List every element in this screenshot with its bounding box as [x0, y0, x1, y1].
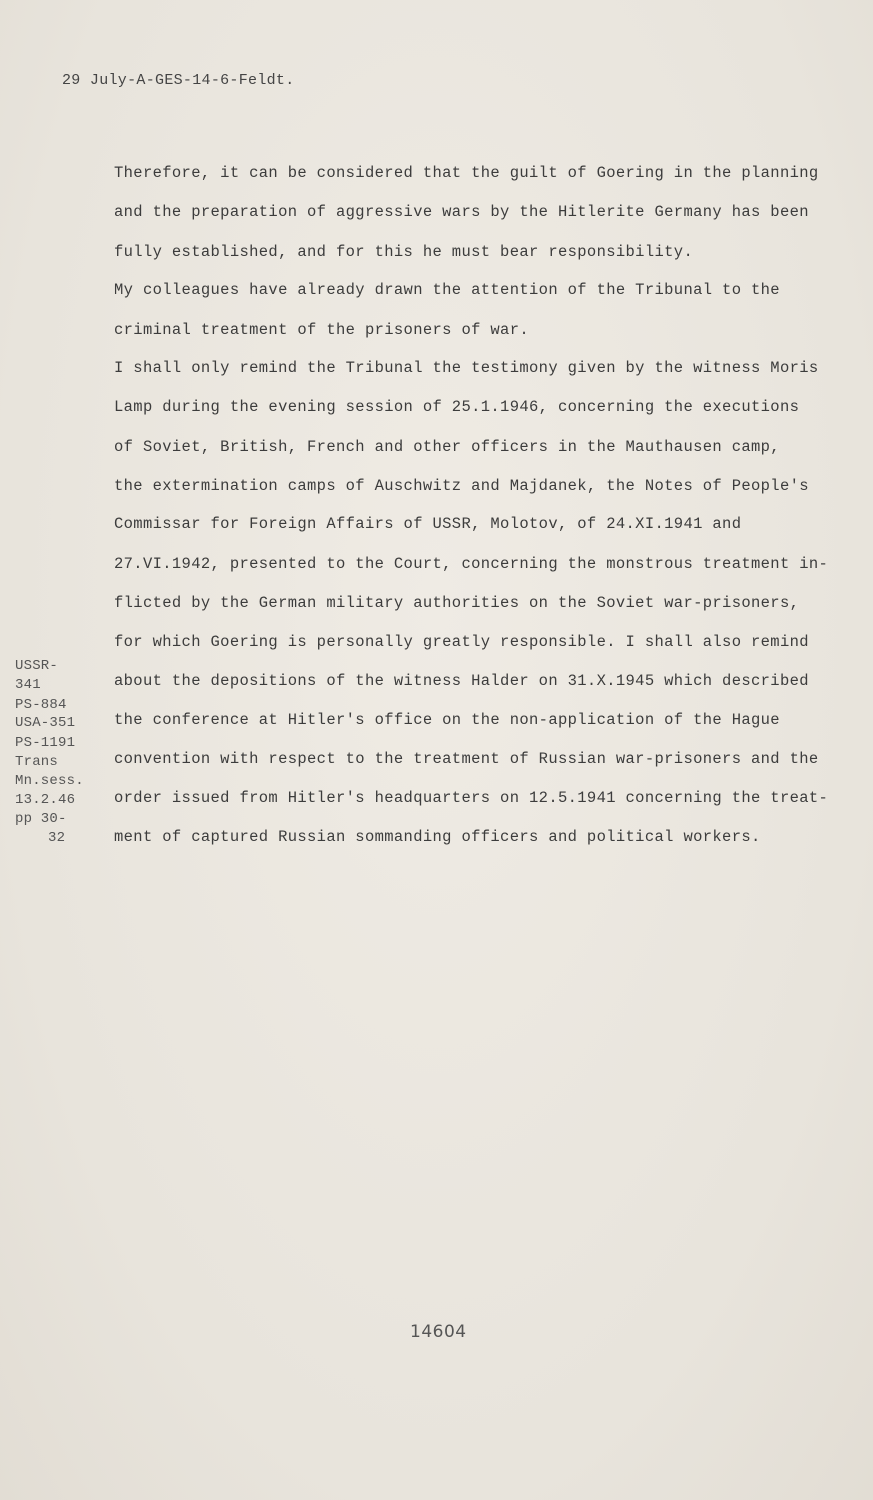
body-line: fully established, and for this he must bear responsibility. [114, 243, 694, 261]
body-line: 27.VI.1942, presented to the Court, concerning the monstrous treatment in- [114, 555, 829, 573]
body-line: of Soviet, British, French and other officers in the Mauthausen camp, [114, 438, 780, 456]
body-line: order issued from Hitler's headquarters on 12.5.1941 concerning the treat- [114, 789, 829, 807]
margin-note: USSR- [15, 658, 59, 674]
document-header: 29 July-A-GES-14-6-Feldt. [62, 72, 295, 89]
page-number: 14604 [410, 1322, 467, 1342]
margin-note: 32 [48, 830, 66, 846]
body-line: criminal treatment of the prisoners of war. [114, 321, 530, 339]
body-line: Therefore, it can be considered that the guilt of Goering in the planning [114, 164, 819, 182]
body-line: about the depositions of the witness Halder on 31.X.1945 which described [114, 672, 809, 690]
body-line: for which Goering is personally greatly responsible. I shall also remind [114, 633, 809, 651]
margin-note: 13.2.46 [15, 792, 76, 808]
margin-note: Trans [15, 754, 59, 770]
body-line: My colleagues have already drawn the attention of the Tribunal to the [114, 281, 780, 299]
margin-note: PS-884 [15, 697, 67, 713]
body-line: the conference at Hitler's office on the non-application of the Hague [114, 711, 780, 729]
body-line: and the preparation of aggressive wars by the Hitlerite Germany has been [114, 203, 809, 221]
body-line: flicted by the German military authorities on the Soviet war-prisoners, [114, 594, 800, 612]
margin-note: Mn.sess. [15, 773, 84, 789]
body-line: Commissar for Foreign Affairs of USSR, Molotov, of 24.XI.1941 and [114, 515, 742, 533]
body-line: convention with respect to the treatment of Russian war-prisoners and the [114, 750, 819, 768]
margin-note: pp 30- [15, 811, 67, 827]
body-line: Lamp during the evening session of 25.1.1946, concerning the executions [114, 398, 800, 416]
margin-note: 341 [15, 677, 41, 693]
body-line: ment of captured Russian sommanding officers and political workers. [114, 828, 761, 846]
body-line: I shall only remind the Tribunal the testimony given by the witness Moris [114, 359, 819, 377]
margin-note: USA-351 [15, 715, 76, 731]
body-line: the extermination camps of Auschwitz and Majdanek, the Notes of People's [114, 477, 809, 495]
margin-note: PS-1191 [15, 735, 76, 751]
